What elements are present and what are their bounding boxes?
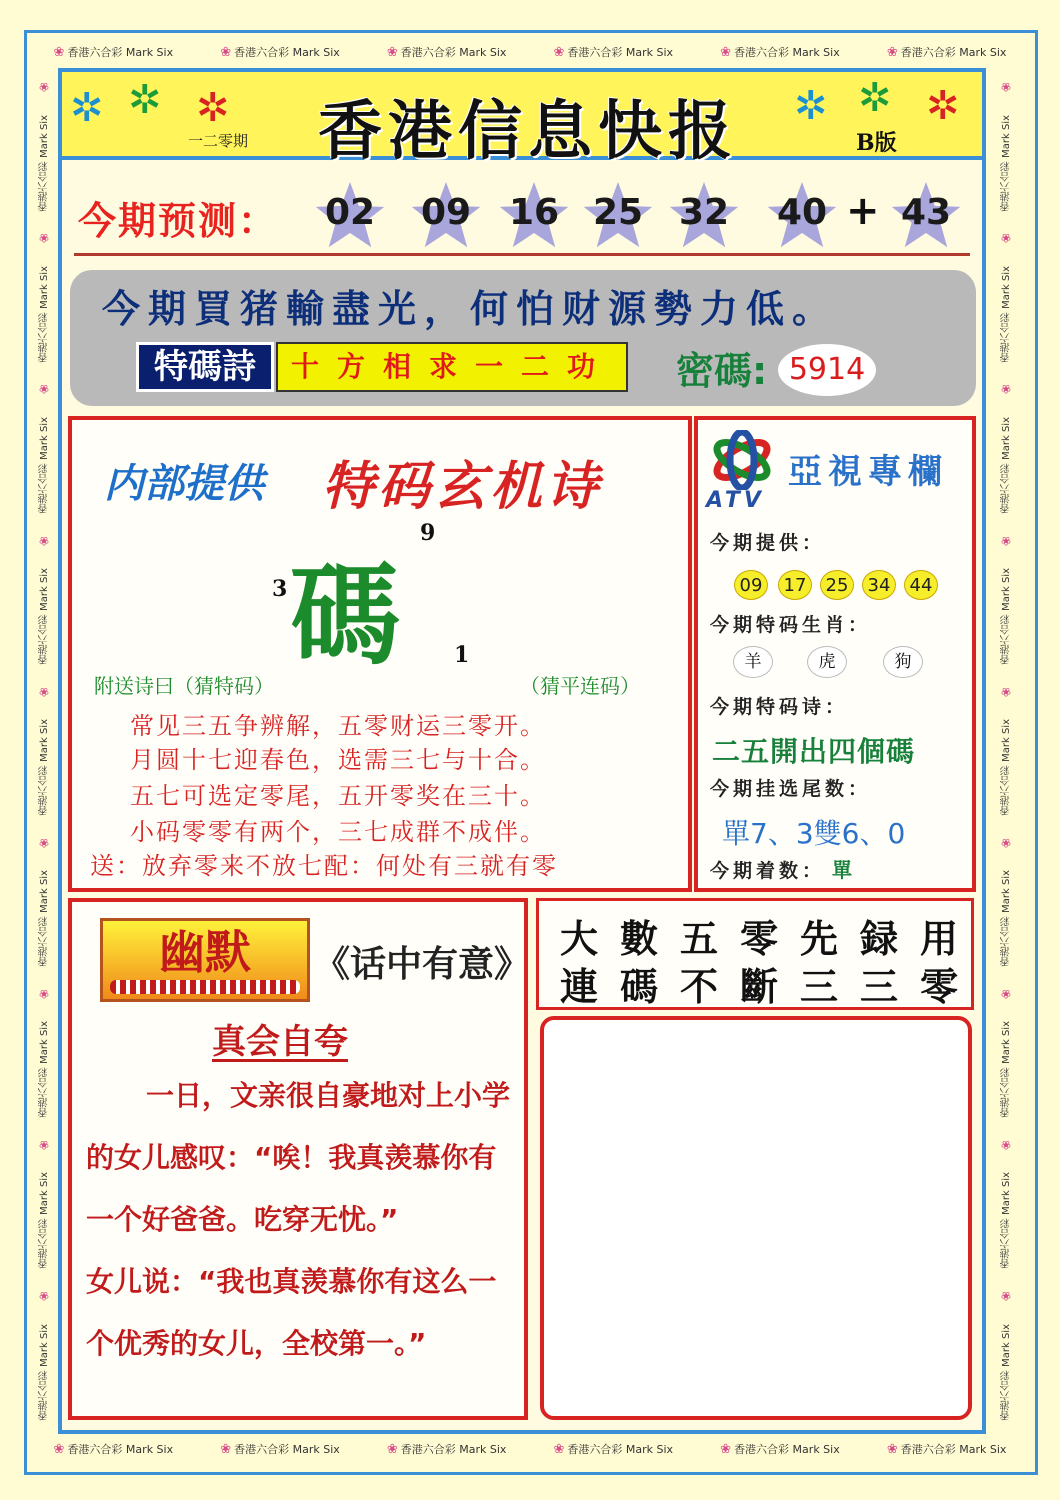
number-ball: 09 [734,570,768,600]
humor-line: 的女儿感叹：“唉！我真羡慕你有 [86,1141,497,1174]
flower-icon: ❀ [999,80,1013,95]
watermark-text: ❀ 香港六合彩 Mark Six [553,1442,674,1457]
number-ball: 25 [820,570,854,600]
watermark-text: 香港六合彩 Mark Six [1000,1172,1012,1269]
star-icon: ✲ [196,85,230,131]
watermark-text: 香港六合彩 Mark Six [38,568,50,665]
humor-line: 女儿说：“我也真羡慕你有这么一 [86,1265,497,1298]
watermark-text: 香港六合彩 Mark Six [1000,719,1012,816]
flower-icon: ❀ [999,533,1013,548]
watermark-text: 香港六合彩 Mark Six [38,1172,50,1269]
tail-value: 單7、3雙6、0 [722,817,906,850]
watermark-text: ❀ 香港六合彩 Mark Six [386,1442,507,1457]
watermark-text: 香港六合彩 Mark Six [38,265,50,362]
zodiac-label: 今期特码生肖： [710,614,872,636]
prediction-ball: 02 [310,182,390,250]
mark-left: 3 [272,576,288,602]
watermark-text: ❀ 香港六合彩 Mark Six [720,45,840,60]
watermark-text: 香港六合彩 Mark Six [38,1021,50,1118]
guess-label-right: （猜平连码） [520,674,640,698]
watermark-text: ❀ 香港六合彩 Mark Six [53,45,174,60]
watermark-text: 香港六合彩 Mark Six [38,719,50,816]
flower-icon: ❀ [999,835,1013,850]
watermark-text: ❀ 香港六合彩 Mark Six [220,1442,340,1457]
attr-label: 今期着数： [710,860,826,882]
mark-bottom: 1 [454,642,470,668]
zodiac-badge: 羊 [734,647,772,677]
humor-line: 一日，文亲很自豪地对上小学 [146,1079,511,1112]
flower-icon: ❀ [37,533,51,548]
secret-code: 5914 [778,344,876,396]
divider [74,253,970,256]
watermark-text: 香港六合彩 Mark Six [1000,870,1012,967]
humor-badge: 幽默 [100,918,310,1002]
attr-value: 單 [832,858,852,882]
humor-line: 一个好爸爸。吃穿无忧。” [86,1203,399,1236]
tail-label: 今期挂选尾数： [710,778,872,800]
flower-icon: ❀ [999,1289,1013,1303]
flower-icon: ❀ [553,1442,565,1457]
star-icon: ✲ [128,77,162,123]
flower-icon: ❀ [37,986,51,1001]
prediction-ball: 40 [762,182,842,250]
plus-sign: + [846,188,880,234]
humor-subtitle: 《话中有意》 [314,944,531,985]
issue-number: 一二零期 [188,132,249,150]
humor-title: 真会自夸 [212,1022,348,1062]
prediction-ball: 09 [406,182,486,250]
flower-icon: ❀ [999,684,1013,699]
poem-line: 送：放弃零来不放七配：何处有三就有零 [90,852,558,880]
poem-tag: 特碼詩 [136,342,274,392]
watermark-text: ❀ 香港六合彩 Mark Six [386,45,507,60]
flower-icon: ❀ [37,382,51,397]
flower-icon: ❀ [720,45,732,60]
prediction-ball: 32 [664,182,744,250]
flower-icon: ❀ [386,1442,398,1457]
flower-icon: ❀ [37,231,51,246]
special-ball: 43 [886,182,966,250]
flower-icon: ❀ [53,1442,65,1457]
watermark-text: 香港六合彩 Mark Six [1000,568,1012,665]
star-icon: ✲ [794,83,828,129]
flower-icon: ❀ [886,45,898,60]
flower-icon: ❀ [37,684,51,699]
number-ball: 44 [904,570,938,600]
flower-icon: ❀ [999,382,1013,397]
watermark-text: 香港六合彩 Mark Six [38,1323,50,1420]
star-icon: ✲ [926,83,960,129]
flower-icon: ❀ [999,986,1013,1001]
star-icon: ✲ [858,75,892,121]
atv-logo-text: ATV [706,488,765,513]
flower-icon: ❀ [386,45,398,60]
watermark-text: 香港六合彩 Mark Six [1000,1021,1012,1118]
flower-icon: ❀ [37,835,51,850]
flower-icon: ❀ [220,1442,232,1457]
watermark-text: 香港六合彩 Mark Six [1000,114,1012,211]
atv-poem: 二五開出四個碼 [712,735,916,768]
secret-label: 密碼: [676,349,768,393]
poem-line: 小码零零有两个，三七成群不成伴。 [130,818,546,846]
watermark-text: 香港六合彩 Mark Six [1000,416,1012,514]
watermark-text: ❀ 香港六合彩 Mark Six [720,1442,840,1457]
watermark-text: 香港六合彩 Mark Six [1000,1323,1012,1420]
poem-line: 五七可选定零尾，五开零奖在三十。 [130,782,546,810]
flower-icon: ❀ [999,1137,1013,1152]
zodiac-badge: 狗 [884,647,922,677]
watermark-text: 香港六合彩 Mark Six [1000,265,1012,362]
zodiac-badge: 虎 [808,647,846,677]
prediction-ball: 25 [578,182,658,250]
watermark-text: ❀ 香港六合彩 Mark Six [53,1442,174,1457]
mystic-title: 特码玄机诗 [322,457,603,517]
flower-icon: ❀ [37,80,51,95]
humor-line: 个优秀的女儿，全校第一。” [86,1327,427,1360]
badge-decoration [110,980,300,994]
poem-text: 十方相求一二功 [276,342,628,392]
edition-label: B版 [856,130,897,156]
prediction-label: 今期预测： [78,199,279,243]
provide-label: 今期提供： [710,532,826,554]
quote-line: 大數五零先録用 [560,916,981,961]
mystic-subtitle: 内部提供 [104,461,264,507]
flower-icon: ❀ [37,1289,51,1303]
flower-icon: ❀ [553,45,565,60]
flower-icon: ❀ [720,1442,732,1457]
mark-top: 9 [420,520,436,546]
flower-icon: ❀ [886,1442,898,1457]
empty-panel [540,1016,972,1420]
number-ball: 17 [778,570,812,600]
flower-icon: ❀ [37,1137,51,1152]
quote-line: 連碼不斷三三零 [560,964,981,1009]
flower-icon: ❀ [53,45,65,60]
poem-line: 常见三五争辨解，五零财运三零开。 [130,712,546,740]
slogan-text: 今期買猪輸盡光，何怕财源勢力低。 [102,287,839,331]
watermark-text: 香港六合彩 Mark Six [38,114,50,211]
star-icon: ✲ [70,85,104,131]
flower-icon: ❀ [220,45,232,60]
poem-line: 月圆十七迎春色，选需三七与十合。 [130,746,546,774]
watermark-text: ❀ 香港六合彩 Mark Six [886,45,1007,60]
prediction-ball: 16 [494,182,574,250]
watermark-text: 香港六合彩 Mark Six [38,416,50,514]
number-ball: 34 [862,570,896,600]
atv-logo-icon [706,430,778,490]
big-character: 碼 [290,551,400,680]
flower-icon: ❀ [999,231,1013,246]
watermark-text: ❀ 香港六合彩 Mark Six [220,45,340,60]
watermark-text: ❀ 香港六合彩 Mark Six [886,1442,1007,1457]
page-title: 香港信息快报 [318,94,738,169]
atv-poem-label: 今期特码诗： [710,696,849,718]
watermark-text: 香港六合彩 Mark Six [38,870,50,967]
guess-label-left: 附送诗曰（猜特码） [94,674,274,698]
watermark-text: ❀ 香港六合彩 Mark Six [553,45,674,60]
atv-title: 亞視專欄 [788,452,948,492]
